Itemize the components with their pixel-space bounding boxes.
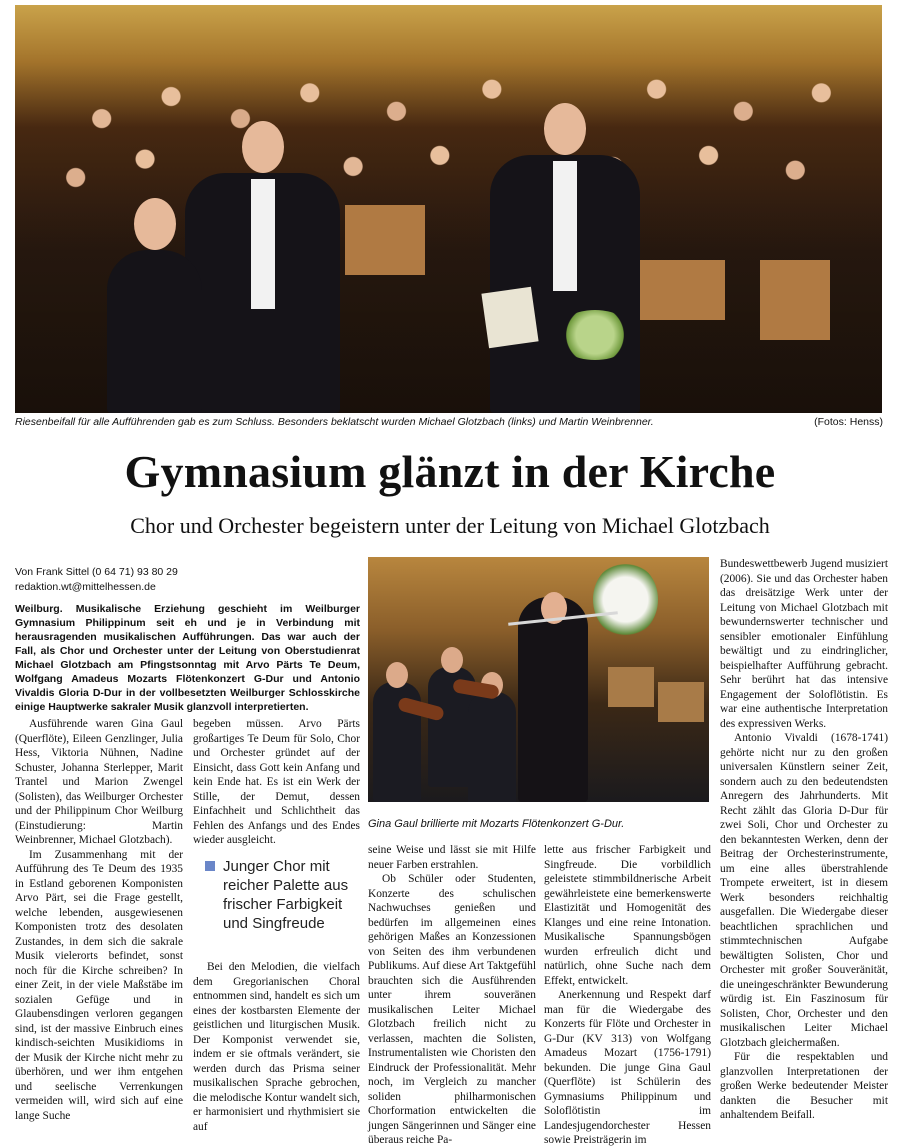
- square-bullet-icon: [205, 861, 215, 871]
- photo-caption: Riesenbeifall für alle Aufführenden gab es zum Schluss. Besonders beklatscht wurden Michael Glotzbach (links) und Martin Weinbrenner.: [15, 416, 654, 428]
- byline: [15, 565, 210, 595]
- article-column-4: [544, 843, 711, 1148]
- paragraph: seine Weise und lässt sie mit Hilfe neuer Farben erstrahlen.: [368, 844, 536, 871]
- soloist-photo: [368, 557, 709, 802]
- music-stand: [608, 667, 654, 707]
- paragraph: Anerkennung und Respekt darf man für die Wiedergabe des Konzerts für Flöte und Orchester in G-Dur (KV 313) von Wolfgang Amadeus Mozart (1756-1791) bekunden. Die junge Gina Gaul (Querflöte) ist Schülerin des Gymnasiums Philippinum und Soloflötistin im Landesjugendorchester Hessen sowie Preisträgerin im: [544, 989, 711, 1146]
- music-stand: [760, 260, 830, 340]
- flower-arrangement: [593, 562, 658, 637]
- paragraph: Für die respektablen und glanzvollen Interpretationen der großen Werke bedeutender Meister dankten die Besucher mit anhaltendem Beifall.: [720, 1051, 888, 1121]
- conductor-figure: [185, 173, 340, 413]
- article-column-3: [368, 843, 536, 1148]
- byline-author: Von Frank Sittel (0 64 71) 93 80 29: [15, 566, 178, 578]
- main-photo: [15, 5, 882, 413]
- article-column-2: [193, 717, 360, 848]
- musician-figure: [107, 250, 202, 413]
- article-column-5: [720, 557, 888, 1123]
- paragraph: Antonio Vivaldi (1678-1741) gehörte nicht nur zu den großen universalen Künstlern seiner Zeit, sondern auch zu den bedeutendsten Anregern des Jahrhunderts. Mit Recht zählt das Gloria D-Dur für zwei Soli, Chor und Orchester zu den bekanntesten Werken, denn der Beitrag der Orchesterinstrumente, um eine alles überstrahlende Trompete erweitert, ist in diesem Werk besonders reichhaltig ausgefallen. Die Wiedergabe dieser beachtlichen sprachlichen und stimmtechnischen Aufgabe bewältigten Solisten, Chor und Orchester mit großer Souveränität, die uneingeschränkter Bewunderung würdig ist. Ein Faszinosum für Solisten, Chor, Orchester und den musikalischen Leiter Michael Glotzbach gleichermaßen.: [720, 732, 888, 1049]
- soloist-figure: [490, 155, 640, 413]
- paragraph: begeben müssen. Arvo Pärts großartiges Te Deum für Solo, Chor und Orchester gründet auf der Einsicht, dass Gott kein Anfang und kein Ende hat. Es ist ein Werk der Stille, der Demut, dessen Einfachheit und Schlichtheit das Fehlen des Anfangs und des Endes wieder ausgleicht.: [193, 718, 360, 846]
- paragraph: Im Zusammenhang mit der Aufführung des Te Deum des 1935 in Estland geborenen Komponisten Arvo Pärt, sei die Frage gestellt, welche lebenden, ausgewiesenen Komponisten trotz des desolaten Zustandes, in dem sich die sakrale Musik vielerorts befindet, sonst noch für die Kirche schreiben? In einer Zeit, in der viele Maßstäbe im sozialen Gefüge und in Glaubensdingen verloren gegangen sind, ist der massive Einbruch eines kindisch-seichten Musikidioms in der Musik der Kirche nicht mehr zu überhören, und wer ihm entgehen und seelische Verrenkungen vermeiden will, wird sich auf eine lange Suche: [15, 848, 183, 1122]
- subhead-text: Junger Chor mit reicher Palette aus frischer Farbigkeit und Singfreude: [223, 858, 349, 932]
- flutist-figure: [518, 597, 588, 802]
- photo-credit: (Fotos: Henss): [814, 416, 883, 428]
- byline-email: redaktion.wt@mittelhessen.de: [15, 581, 156, 593]
- photo-caption-2: Gina Gaul brillierte mit Mozarts Flötenkonzert G-Dur.: [368, 818, 625, 830]
- lead-paragraph: Weilburg. Musikalische Erziehung geschieht im Weilburger Gymnasium Philippinum seit eh und je in Verbindung mit herausragenden musikalischen Aufführungen. Das war auch der Fall, als Chor und Orchester unter der Leitung von Oberstudienrat Michael Glotzbach am Pfingstsonntag mit Arvo Pärts Te Deum, Wolfgang Amadeus Mozarts Flötenkonzert G-Dur und Antonio Vivaldis Gloria D-Dur in der vollbesetzten Weilburger Schlosskirche einige Hauptwerke sakraler Musik glanzvoll interpretierten.: [15, 603, 360, 713]
- paragraph: lette aus frischer Farbigkeit und Singfreude. Die vorbildlich geleistete stimmbildnerische Arbeit gewährleistete eine bemerkenswerte Elastizität und Homogenität des Klanges und eine reine Intonation. Musikalische Spannungsbögen wurden erfreulich dicht und natürlich, ohne Suche nach dem Effekt, entwickelt.: [544, 844, 711, 987]
- article-column-1: [15, 717, 183, 1123]
- music-stand: [345, 205, 425, 275]
- article-column-2-bottom: [193, 960, 360, 1134]
- paragraph: Bei den Melodien, die vielfach dem Gregorianischen Choral entnommen sind, handelt es sich um eines der kostbarsten Elemente der geistlichen und liturgischen Musik. Der Komponist verwendet sie, indem er sie oftmals verändert, sie werden durch das Prisma seiner musikalischen Sprache gebrochen, die melodische Kontur wandelt sich, er harmonisiert und rhythmisiert sie auf: [193, 961, 360, 1133]
- paragraph: Ausführende waren Gina Gaul (Querflöte), Eileen Genzlinger, Julia Hess, Viktoria Nühnen, Nadine Schuster, Johanna Sterlepper, Marit Trantel und Marion Zwengel (Solisten), das Weilburger Orchester und der Philippinum Chor Weilburg (Einstudierung: Martin Weinbrenner, Michael Glotzbach).: [15, 718, 183, 846]
- headline: Gymnasium glänzt in der Kirche: [124, 446, 776, 497]
- paragraph: Ob Schüler oder Studenten, Konzerte des schulischen Nachwuchses genießen und bedürfen im allgemeinen eines gehörigen Maßes an Konzessionen von Seiten des ihm verbundenen Publikums. Auf diese Art Taktgefühl brauchten sich die Ausführenden unter ihrem souveränen musikalischen Leiter Michael Glotzbach freilich nicht zu verlassen, machten die Solisten, Instrumentalisten wie Choristen den Eindruck der Professionalität. Mehr noch, im Vergleich zu mancher soliden philharmonischen Chorformation entwickelten die jungen Sängerinnen und Sänger eine überaus reiche Pa-: [368, 873, 536, 1146]
- score-paper: [481, 287, 538, 348]
- subheadline: Chor und Orchester begeistern unter der Leitung von Michael Glotzbach: [130, 513, 770, 538]
- violinist-figure: [468, 692, 516, 802]
- flower-bouquet: [555, 310, 635, 360]
- paragraph: Bundeswettbewerb Jugend musiziert (2006). Sie und das Orchester haben das dreisätzige Werk unter der Leitung von Michael Glotzbach mit bewundernswerter technischer und sensibler emotionaler Einfühlung bewältigt und zu eindringlicher, beispielhafter Aufführung gebracht. Sehr berührt hat das intensive Engagement der Soloflötistin. Es war eine authentische Interpretation des expressiven Werks.: [720, 558, 888, 730]
- music-stand: [658, 682, 704, 722]
